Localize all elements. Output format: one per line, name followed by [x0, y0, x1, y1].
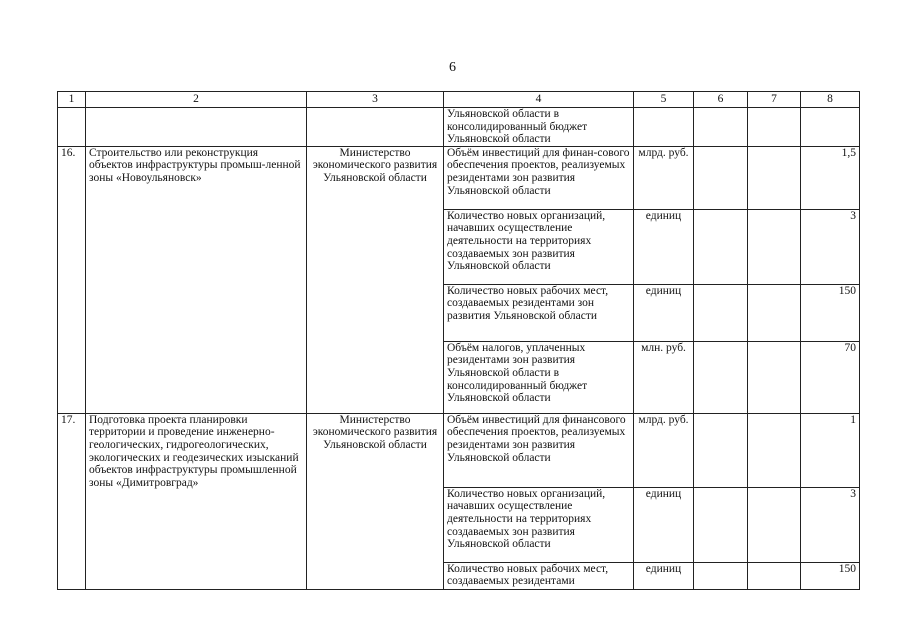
col-header-3: 3: [307, 92, 444, 108]
indicator-cell: Количество новых рабочих мест, создаваемых резидентами зон развития Ульяновской области: [444, 284, 634, 341]
indicator-cell: Объём инвестиций для финансового обеспечения проектов, реализуемых резидентами зон развития Ульяновской области: [444, 413, 634, 487]
indicator-cell: Количество новых организаций, начавших осуществление деятельности на территориях создаваемых зон развития Ульяновской области: [444, 487, 634, 562]
col6-cell: [694, 146, 748, 209]
col8-cell: 3: [801, 209, 860, 284]
unit-cell: [634, 108, 694, 147]
row-number: [58, 108, 86, 147]
header-row: [58, 92, 860, 108]
col7-cell: [748, 487, 801, 562]
col-header-5: 5: [634, 92, 694, 108]
activity-cell: Строительство или реконструкция объектов инфраструктуры промыш-ленной зоны «Новоульяновск»: [86, 146, 307, 413]
indicator-table: [57, 91, 860, 590]
col6-cell: [694, 562, 748, 589]
col7-cell: [748, 209, 801, 284]
col-header-1: 1: [58, 92, 86, 108]
indicator-cell: Ульяновской области в консолидированный бюджет Ульяновской области: [444, 108, 634, 147]
indicator-cell: Объём инвестиций для финан-сового обеспечения проектов, реализуемых резидентами зон развития Ульяновской области: [444, 146, 634, 209]
indicator-cell: Объём налогов, уплаченных резидентами зон развития Ульяновской области в консолидированный бюджет Ульяновской области: [444, 341, 634, 413]
col7-cell: [748, 146, 801, 209]
col6-cell: [694, 341, 748, 413]
col-header-6: 6: [694, 92, 748, 108]
col8-cell: [801, 108, 860, 147]
activity-cell: [86, 108, 307, 147]
col6-cell: [694, 108, 748, 147]
col8-cell: 1,5: [801, 146, 860, 209]
col8-cell: 1: [801, 413, 860, 487]
unit-cell: млрд. руб.: [634, 146, 694, 209]
indicator-cell: Количество новых организаций, начавших осуществление деятельности на территориях создаваемых зон развития Ульяновской области: [444, 209, 634, 284]
ministry-cell: [307, 108, 444, 147]
col-header-7: 7: [748, 92, 801, 108]
col-header-8: 8: [801, 92, 860, 108]
col-header-4: 4: [444, 92, 634, 108]
table-row: [58, 146, 860, 209]
ministry-cell: Министерство экономического развития Ульяновской области: [307, 146, 444, 413]
unit-cell: млн. руб.: [634, 341, 694, 413]
indicator-cell: Количество новых рабочих мест, создаваемых резидентами: [444, 562, 634, 589]
row-number: 16.: [58, 146, 86, 413]
unit-cell: единиц: [634, 284, 694, 341]
col7-cell: [748, 284, 801, 341]
unit-cell: единиц: [634, 562, 694, 589]
col8-cell: 3: [801, 487, 860, 562]
unit-cell: единиц: [634, 487, 694, 562]
col7-cell: [748, 108, 801, 147]
table-row: [58, 413, 860, 487]
page-number: 6: [449, 60, 456, 75]
ministry-cell: Министерство экономического развития Ульяновской области: [307, 413, 444, 589]
col6-cell: [694, 413, 748, 487]
col6-cell: [694, 284, 748, 341]
continuation-row: [58, 108, 860, 147]
row-number: 17.: [58, 413, 86, 589]
unit-cell: единиц: [634, 209, 694, 284]
col6-cell: [694, 209, 748, 284]
col8-cell: 150: [801, 562, 860, 589]
col-header-2: 2: [86, 92, 307, 108]
activity-cell: Подготовка проекта планировки территории и проведение инженерно-геологических, гидрогеологических, экологических и геодезических изысканий объектов инфраструктуры промышленной зоны «Димитровград»: [86, 413, 307, 589]
unit-cell: млрд. руб.: [634, 413, 694, 487]
col8-cell: 150: [801, 284, 860, 341]
col6-cell: [694, 487, 748, 562]
col7-cell: [748, 562, 801, 589]
col8-cell: 70: [801, 341, 860, 413]
col7-cell: [748, 413, 801, 487]
col7-cell: [748, 341, 801, 413]
